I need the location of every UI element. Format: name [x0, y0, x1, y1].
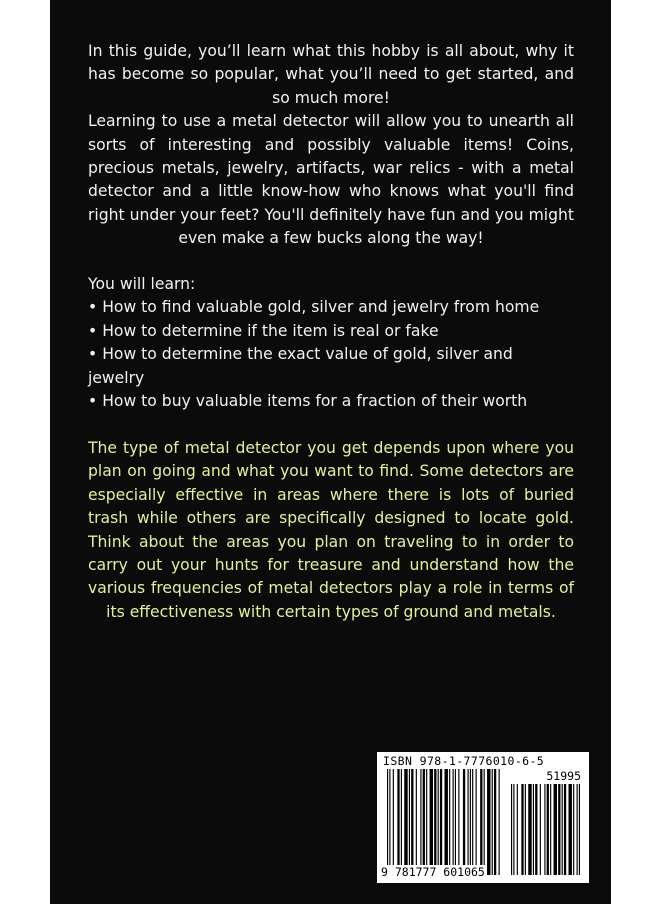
ean-digits: 9 781777 601065 [381, 865, 485, 879]
list-item-text: How to find valuable gold, silver and jewelry from home [102, 298, 540, 317]
highlight-paragraph: The type of metal detector you get depends upon where you plan on going and what you want to find. Some detectors are especially effective in areas where there is lots of buried trash while others are specifically designed to locate gold. Think about the areas you plan on traveling to in order to carry out your hunts for treasure and understand how the various frequencies of metal detectors play a role in terms of its effectiveness with certain types of ground and metals. [88, 439, 574, 621]
intro-paragraph-2: Learning to use a metal detector will allow you to unearth all sorts of interesting and possibly valuable items! Coins, precious metals, jewelry, artifacts, war relics - with a metal detector and a little know-how who knows what you'll find right under your feet? You'll definitely have fun and you might even make a few bucks along the way! [88, 112, 574, 248]
learn-heading: You will learn: [88, 275, 196, 293]
learn-section [88, 273, 574, 413]
list-item-text: How to determine if the item is real or fake [102, 321, 439, 340]
isbn-barcode [377, 752, 589, 883]
list-item [88, 343, 574, 390]
bullet-icon: • [88, 345, 98, 364]
isbn-label: ISBN 978-1-7776010-6-5 [383, 754, 545, 768]
list-item-text: How to buy valuable items for a fraction of their worth [102, 392, 528, 411]
bullet-icon: • [88, 321, 98, 340]
back-cover [50, 0, 611, 904]
highlight-section [88, 437, 574, 624]
list-item-text: How to determine the exact value of gold, silver and jewelry [88, 345, 513, 387]
learn-list [88, 296, 574, 413]
price-code: 51995 [546, 769, 581, 783]
intro-paragraph-1: In this guide, you’ll learn what this hobby is all about, why it has become so popular, what you’ll need to get started, and so much more! [88, 42, 574, 107]
bullet-icon: • [88, 298, 98, 317]
list-item [88, 320, 574, 343]
bullet-icon: • [88, 392, 98, 411]
list-item [88, 390, 574, 413]
intro-section [88, 40, 574, 251]
list-item [88, 296, 574, 319]
